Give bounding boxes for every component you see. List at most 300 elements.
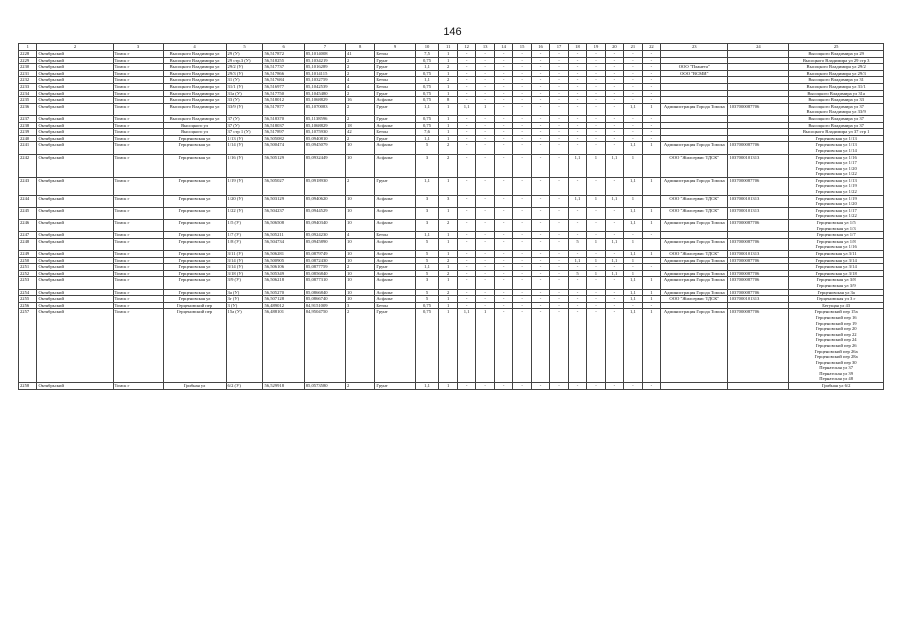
table-cell: - <box>531 232 549 239</box>
table-cell: 1 <box>624 195 642 207</box>
table-cell: Высоцкого Владимира ул <box>163 115 226 122</box>
table-cell: Высоцкого Владимира ул 29 стр 3 <box>789 57 884 64</box>
table-cell: Октябрьский <box>37 289 113 296</box>
table-cell: 2235 <box>19 97 37 104</box>
column-header: 9 <box>375 44 415 51</box>
table-cell: 1037000087706 <box>728 177 789 195</box>
column-header: 19 <box>587 44 605 51</box>
table-cell: 1,1 <box>415 264 439 271</box>
table-cell: - <box>457 122 475 129</box>
table-cell: Томск г <box>113 257 163 264</box>
table-cell <box>642 257 660 264</box>
table-cell: - <box>587 289 605 296</box>
table-cell: - <box>476 90 494 97</box>
table-cell: - <box>587 232 605 239</box>
table-cell: Высоцкого Владимира ул <box>163 64 226 71</box>
table-row <box>19 90 884 97</box>
table-cell: - <box>550 122 568 129</box>
table-cell: 31а (У) <box>226 90 263 97</box>
table-cell: - <box>531 70 549 77</box>
table-cell: 1,1 <box>457 309 475 383</box>
table-cell: 2229 <box>19 57 37 64</box>
table-cell: 0,75 <box>415 302 439 309</box>
table-cell: - <box>457 154 475 177</box>
column-header: 6 <box>263 44 304 51</box>
table-cell: 5 <box>415 238 439 250</box>
table-cell: 56,505082 <box>263 135 304 142</box>
table-cell: Томск г <box>113 70 163 77</box>
table-cell: 1 <box>439 177 457 195</box>
table-cell: Октябрьский <box>37 154 113 177</box>
table-cell: - <box>457 51 475 58</box>
table-cell: - <box>513 238 531 250</box>
table-cell: - <box>476 83 494 90</box>
table-row <box>19 277 884 289</box>
table-cell: - <box>513 70 531 77</box>
table-cell: 2 <box>346 90 375 97</box>
table-row <box>19 77 884 84</box>
table-cell: - <box>513 115 531 122</box>
table-cell: 1037000087706 <box>728 103 789 115</box>
table-cell: ООО "ВСМИ" <box>661 70 728 77</box>
column-header: 14 <box>494 44 512 51</box>
table-cell: - <box>457 264 475 271</box>
table-cell: 0,75 <box>415 122 439 129</box>
table-cell: Октябрьский <box>37 103 113 115</box>
table-cell: - <box>494 135 512 142</box>
table-cell: Герценовская ул <box>163 257 226 264</box>
table-cell: 10 <box>346 257 375 264</box>
table-cell: - <box>568 83 586 90</box>
table-row <box>19 309 884 383</box>
table-cell: 1,1 <box>624 220 642 232</box>
table-cell: - <box>642 264 660 271</box>
table-cell: - <box>587 51 605 58</box>
table-cell: Высоцкого Владимира ул 37 <box>789 115 884 122</box>
table-cell: - <box>457 57 475 64</box>
table-cell: Высоцкого Владимира ул 33 <box>789 97 884 104</box>
table-cell: Октябрьский <box>37 77 113 84</box>
table-cell: Октябрьский <box>37 122 113 129</box>
table-cell: Асфальт <box>375 277 415 289</box>
table-cell: 56,500474 <box>263 142 304 154</box>
table-cell: 3/9 (У) <box>226 277 263 289</box>
table-cell: - <box>642 302 660 309</box>
table-cell: 1 <box>439 57 457 64</box>
table-cell: 2248 <box>19 238 37 250</box>
table-cell: 37 стр 1 (У) <box>226 129 263 136</box>
table-cell: 2240 <box>19 135 37 142</box>
table-cell: Октябрьский <box>37 251 113 258</box>
table-cell: ООО "Жилсервис ТДСК" <box>661 154 728 177</box>
table-cell: 29 стр.3 (У) <box>226 57 263 64</box>
table-cell: - <box>494 97 512 104</box>
table-cell: - <box>457 302 475 309</box>
table-cell: Высоцкого ул <box>163 129 226 136</box>
table-cell: 85,1032759 <box>304 77 345 84</box>
table-cell: 56,529918 <box>263 383 304 390</box>
table-cell: - <box>531 289 549 296</box>
table-cell: - <box>605 83 623 90</box>
table-cell: 1,1 <box>568 257 586 264</box>
table-cell: 3 <box>415 277 439 289</box>
table-cell: 2232 <box>19 77 37 84</box>
table-cell: - <box>568 135 586 142</box>
table-cell: 1/19 (У) <box>226 177 263 195</box>
table-cell: Герценовская ул 3/8 Герценовская ул 3/9 <box>789 277 884 289</box>
table-cell: Герценовская ул 1/19 Герценовская ул 1/20 <box>789 195 884 207</box>
table-cell: Высоцкого Владимира ул <box>163 57 226 64</box>
table-cell: Грунт <box>375 135 415 142</box>
table-cell: Асфальт <box>375 207 415 219</box>
table-cell: 1 <box>642 207 660 219</box>
table-cell: Герценовская ул 3/14 <box>789 264 884 271</box>
table-cell: Администрация Города Томска <box>661 289 728 296</box>
table-cell: Октябрьский <box>37 302 113 309</box>
table-cell: - <box>531 257 549 264</box>
table-cell: 1 <box>642 251 660 258</box>
table-cell: 2230 <box>19 64 37 71</box>
table-cell: - <box>476 383 494 390</box>
table-cell: Герценовская ул <box>163 220 226 232</box>
table-cell: 85,0945079 <box>304 142 345 154</box>
table-row <box>19 83 884 90</box>
table-cell: 1,1 <box>605 270 623 277</box>
table-cell: - <box>605 57 623 64</box>
table-cell: - <box>476 220 494 232</box>
table-cell: - <box>457 64 475 71</box>
table-row <box>19 251 884 258</box>
table-cell: Администрация Города Томска <box>661 103 728 115</box>
table-cell: 10 <box>346 220 375 232</box>
table-cell: Бетон <box>375 232 415 239</box>
table-cell: Октябрьский <box>37 257 113 264</box>
table-cell: Асфальт <box>375 220 415 232</box>
table-cell: Томск г <box>113 302 163 309</box>
table-cell: 3/18 (У) <box>226 270 263 277</box>
table-cell: 1 <box>642 289 660 296</box>
table-cell: - <box>476 264 494 271</box>
table-cell: - <box>494 57 512 64</box>
table-cell: Администрация Города Томска <box>661 220 728 232</box>
table-cell: - <box>457 97 475 104</box>
table-cell: - <box>605 277 623 289</box>
table-cell: - <box>531 135 549 142</box>
table-cell: Бетон <box>375 302 415 309</box>
table-cell: 2236 <box>19 103 37 115</box>
table-cell: - <box>494 257 512 264</box>
table-cell: - <box>568 70 586 77</box>
table-cell: - <box>550 90 568 97</box>
table-cell: Октябрьский <box>37 383 113 390</box>
table-cell: Томск г <box>113 220 163 232</box>
table-cell: - <box>513 129 531 136</box>
table-cell: - <box>587 129 605 136</box>
table-cell: - <box>605 129 623 136</box>
table-cell: - <box>531 309 549 383</box>
table-cell: - <box>494 277 512 289</box>
table-cell <box>728 264 789 271</box>
table-cell: Высоцкого Владимира ул <box>163 77 226 84</box>
table-cell: 1 <box>439 115 457 122</box>
table-cell: 1 <box>624 257 642 264</box>
table-cell: 5 <box>568 270 586 277</box>
table-row <box>19 232 884 239</box>
table-cell <box>728 135 789 142</box>
table-cell: 56,517750 <box>263 90 304 97</box>
table-cell: Октябрьский <box>37 220 113 232</box>
table-cell: - <box>550 238 568 250</box>
table-cell: Томск г <box>113 135 163 142</box>
table-cell: 56,505349 <box>263 270 304 277</box>
table-cell: - <box>457 251 475 258</box>
table-cell: 1,1 <box>624 309 642 383</box>
column-header: 16 <box>531 44 549 51</box>
table-cell: - <box>624 83 642 90</box>
table-cell: - <box>513 251 531 258</box>
table-row <box>19 64 884 71</box>
table-cell: 2247 <box>19 232 37 239</box>
table-cell: 2 <box>346 115 375 122</box>
table-cell: 1 <box>587 195 605 207</box>
table-cell: Высоцкого Владимира ул 31/1 <box>789 83 884 90</box>
table-cell: 1,1 <box>415 177 439 195</box>
table-cell: 2244 <box>19 195 37 207</box>
table-cell: Администрация Города Томска <box>661 277 728 289</box>
table-cell: - <box>550 154 568 177</box>
table-cell: - <box>587 70 605 77</box>
table-cell: 16 <box>346 97 375 104</box>
table-cell: - <box>550 64 568 71</box>
table-cell: - <box>531 64 549 71</box>
table-cell: - <box>513 270 531 277</box>
table-cell: 85,1014008 <box>304 51 345 58</box>
table-cell: - <box>531 122 549 129</box>
table-cell: - <box>605 383 623 390</box>
table-cell: Томск г <box>113 251 163 258</box>
table-cell: - <box>513 232 531 239</box>
table-cell: 1,1 <box>624 207 642 219</box>
table-cell: - <box>605 103 623 115</box>
table-cell: 2243 <box>19 177 37 195</box>
table-cell: - <box>587 64 605 71</box>
table-cell: 85,1014115 <box>304 70 345 77</box>
table-cell: 2228 <box>19 51 37 58</box>
table-cell <box>728 122 789 129</box>
table-cell: Высоцкого Владимира ул 29 <box>789 51 884 58</box>
table-cell: 1 <box>439 238 457 250</box>
table-cell: - <box>513 64 531 71</box>
table-cell: Октябрьский <box>37 142 113 154</box>
table-cell: 56,518255 <box>263 57 304 64</box>
table-cell: 56,506281 <box>263 251 304 258</box>
table-cell: 85,0573580 <box>304 383 345 390</box>
table-cell: Октябрьский <box>37 296 113 303</box>
table-cell: - <box>605 64 623 71</box>
table-cell: - <box>587 77 605 84</box>
table-cell: - <box>642 90 660 97</box>
table-cell: Грунт <box>375 264 415 271</box>
table-cell <box>728 64 789 71</box>
table-cell: - <box>494 122 512 129</box>
table-cell: 37 (У) <box>226 115 263 122</box>
column-header: 5 <box>226 44 263 51</box>
table-cell: - <box>624 77 642 84</box>
table-cell: Октябрьский <box>37 195 113 207</box>
table-cell: 1 <box>439 129 457 136</box>
table-cell: 2 <box>346 264 375 271</box>
table-cell: 1037000087706 <box>728 257 789 264</box>
table-cell: 1,1 <box>624 142 642 154</box>
table-cell: 10 <box>346 270 375 277</box>
table-cell: 3 <box>415 195 439 207</box>
table-cell: - <box>457 207 475 219</box>
table-cell: - <box>531 238 549 250</box>
table-cell: - <box>476 289 494 296</box>
table-cell: - <box>624 135 642 142</box>
table-cell: Администрация Города Томска <box>661 142 728 154</box>
table-cell: 2233 <box>19 83 37 90</box>
table-cell: ООО "Жилсервис ТДСК" <box>661 296 728 303</box>
table-cell: 1,1 <box>624 296 642 303</box>
table-cell: - <box>494 77 512 84</box>
table-cell <box>728 232 789 239</box>
table-cell: Герценовская ул 1/7 <box>789 232 884 239</box>
table-cell: 1 <box>624 238 642 250</box>
table-cell: 3/14 (У) <box>226 264 263 271</box>
table-cell <box>661 383 728 390</box>
table-cell: - <box>476 115 494 122</box>
table-cell: 1 <box>642 220 660 232</box>
table-cell: Томск г <box>113 177 163 195</box>
table-cell: Высоцкого Владимира ул 37 стр 1 <box>789 129 884 136</box>
table-cell: - <box>513 177 531 195</box>
table-cell: - <box>513 296 531 303</box>
table-cell: Герценовская ул 1/5 Герценовская ул 1/3 <box>789 220 884 232</box>
table-cell: Администрация Города Томска <box>661 257 728 264</box>
table-cell: 1,1 <box>624 251 642 258</box>
table-cell: Бегущая ул 43 <box>789 302 884 309</box>
table-cell: 85,0872430 <box>304 257 345 264</box>
table-cell: 29/3 (У) <box>226 70 263 77</box>
table-cell: - <box>624 70 642 77</box>
table-cell: - <box>476 154 494 177</box>
table-cell: - <box>457 177 475 195</box>
table-cell: - <box>568 207 586 219</box>
column-header: 23 <box>661 44 728 51</box>
table-cell: 1 <box>439 264 457 271</box>
table-cell: - <box>624 57 642 64</box>
table-cell: 85,0866740 <box>304 296 345 303</box>
table-header-row <box>19 44 884 51</box>
table-cell: - <box>624 232 642 239</box>
table-cell: 4 <box>346 77 375 84</box>
table-cell: - <box>476 207 494 219</box>
table-cell: - <box>476 57 494 64</box>
column-header: 3 <box>113 44 163 51</box>
table-cell: - <box>605 177 623 195</box>
table-cell: - <box>513 302 531 309</box>
table-cell: Высоцкого ул <box>163 122 226 129</box>
table-cell: 1,1 <box>415 135 439 142</box>
table-cell: 85,0866840 <box>304 289 345 296</box>
table-cell: 3/11 (У) <box>226 251 263 258</box>
table-cell: Бетон <box>375 83 415 90</box>
table-cell: 1 <box>439 309 457 383</box>
table-cell: 1,1 <box>605 257 623 264</box>
table-cell: - <box>605 115 623 122</box>
table-cell: ООО "Жилсервис ТДСК" <box>661 195 728 207</box>
table-cell: 2 <box>439 220 457 232</box>
table-cell: - <box>494 103 512 115</box>
table-cell: 29/2 (У) <box>226 64 263 71</box>
table-cell: - <box>642 97 660 104</box>
table-cell: Высоцкого Владимира ул <box>163 103 226 115</box>
table-cell: 7,6 <box>415 129 439 136</box>
table-cell: 85,1034219 <box>304 57 345 64</box>
table-cell: - <box>550 103 568 115</box>
table-cell: 56,506218 <box>263 277 304 289</box>
table-cell: ООО "Жилсервис ТДСК" <box>661 207 728 219</box>
table-cell: - <box>605 77 623 84</box>
table-cell <box>661 135 728 142</box>
table-cell: - <box>605 264 623 271</box>
table-cell: - <box>568 51 586 58</box>
table-cell: - <box>476 296 494 303</box>
table-cell: 85,1042539 <box>304 83 345 90</box>
table-cell: Высоцкого Владимира ул 29/2 <box>789 64 884 71</box>
table-cell: - <box>531 195 549 207</box>
table-cell: - <box>513 195 531 207</box>
table-cell: 1 <box>439 383 457 390</box>
table-cell: - <box>494 270 512 277</box>
table-cell: 0,75 <box>415 97 439 104</box>
table-cell: 1 <box>439 103 457 115</box>
table-cell: - <box>513 154 531 177</box>
table-cell: - <box>568 64 586 71</box>
table-cell: Герценовский пер 15а Герценовский пер 16 Герценовский пер 19 Герценовский пер 20 Герценовский пер 22 Герценовский пер 24 Герценовский пер 26 Герценовский пер 26а Герценовский пер 28а Герценовский пер 30 Пернатская ул 37 Пернатская ул 39 Пернатская ул 48 <box>789 309 884 383</box>
column-header: 12 <box>457 44 475 51</box>
column-header: 22 <box>642 44 660 51</box>
table-cell: Грунт <box>375 115 415 122</box>
table-cell: - <box>587 115 605 122</box>
table-cell: - <box>550 129 568 136</box>
table-cell: Октябрьский <box>37 57 113 64</box>
table-cell: Бетон <box>375 77 415 84</box>
table-cell: - <box>587 251 605 258</box>
table-cell: - <box>476 177 494 195</box>
table-cell: 31/1 (У) <box>226 83 263 90</box>
table-cell <box>661 115 728 122</box>
table-cell: 1037000101313 <box>728 251 789 258</box>
table-cell: - <box>568 115 586 122</box>
table-cell: Высоцкого Владимира ул 31 <box>789 77 884 84</box>
table-cell: 56,518370 <box>263 115 304 122</box>
table-cell: 56,517684 <box>263 77 304 84</box>
table-cell: Герценовская ул <box>163 177 226 195</box>
column-header: 10 <box>415 44 439 51</box>
table-cell: Герценовская ул <box>163 154 226 177</box>
table-cell: - <box>605 142 623 154</box>
table-cell <box>728 90 789 97</box>
table-row <box>19 142 884 154</box>
table-cell: 1 <box>439 232 457 239</box>
table-cell: - <box>476 195 494 207</box>
column-header: 21 <box>624 44 642 51</box>
table-cell: - <box>494 64 512 71</box>
table-cell: - <box>642 383 660 390</box>
table-cell: Герценовская ул 3/11 <box>789 251 884 258</box>
